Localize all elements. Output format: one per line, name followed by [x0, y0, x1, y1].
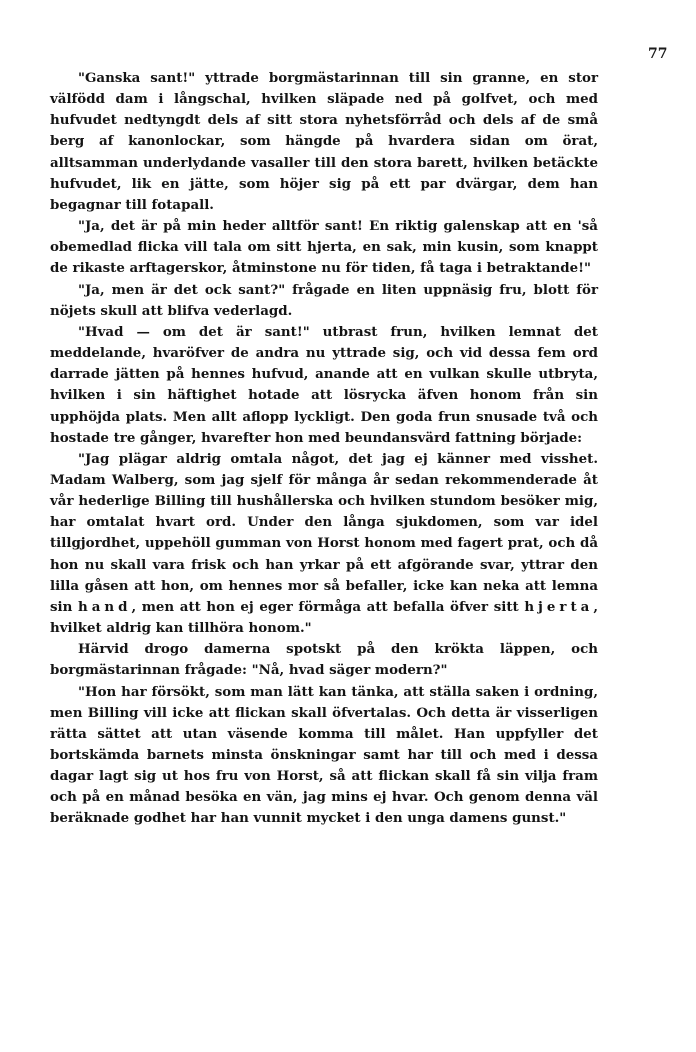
text-run: "Ganska sant!" yttrade borgmästarinnan till sin granne, en stor välfödd dam i långschal, hvilken släpade ned på golfvet, och med hufvudet nedtyngdt dels af sitt stora nyhetsförråd och dels af de små berg af kanonlockar, som hängde på hvardera sidan om örat, alltsamman underlydande vasaller till den stora barett, hvilken betäckte hufvudet, lik en jätte, som höjer sig på ett par dvärgar, dem han begagnar till fotapall. [50, 70, 598, 213]
emphasized-word: hand [77, 598, 132, 615]
text-run: "Hon har försökt, som man lätt kan tänka, att ställa saken i ordning, men Billing vill icke att flickan skall öfvertalas. Och detta är visserligen rätta sättet att utan väsende komma till målet. Han uppfyller det bortskämda barnets minsta önskningar samt har till och med i dessa dagar lagt sig ut hos fru von Horst, så att flickan skall få sin vilja fram och på en månad besöka en vän, jag mins ej hvar. Och genom denna väl beräknade godhet har han vunnit mycket i den unga damens gunst." [50, 683, 598, 827]
paragraph [50, 682, 598, 830]
paragraph [50, 322, 598, 449]
paragraph [50, 280, 598, 322]
page-number: 77 [648, 46, 668, 62]
text-run: "Ja, men är det ock sant?" frågade en liten uppnäsig fru, blott för nöjets skull att blifva vederlagd. [50, 281, 598, 319]
text-run: Härvid drogo damerna spotskt på den krökta läppen, och borgmästarinnan frågade: "Nå, hvad säger modern?" [50, 641, 598, 679]
text-run: "Jag plägar aldrig omtala något, det jag ej känner med visshet. Madam Walberg, som jag sjelf för många år sedan rekommenderade åt vår hederlige Billing till hushållerska och hvilken stundom besöker mig, har omtalat hvart ord. Under den långa sjukdomen, som var idel tillgjordhet, uppehöll gumman von Horst honom med fagert prat, och då hon nu skall vara frisk och han yrkar på ett afgörande svar, yttrar den lilla gåsen att hon, om hennes mor så befaller, icke kan neka att lemna sin [50, 450, 598, 615]
text-run: , hvilket aldrig kan tillhöra honom." [50, 598, 599, 637]
paragraph [50, 216, 598, 279]
body-text [50, 68, 598, 830]
paragraph [50, 639, 598, 681]
text-run: "Ja, det är på min heder alltför sant! En riktig galenskap att en 'så obemedlad flicka vill tala om sitt hjerta, en sak, min kusin, som knappt de rikaste arftagerskor, åtminstone nu för tiden, få taga i betraktande!" [50, 218, 598, 277]
paragraph [50, 449, 598, 639]
emphasized-word: hjerta [524, 598, 594, 615]
text-run: "Hvad — om det är sant!" utbrast frun, hvilken lemnat det meddelande, hvaröfver de andra nu yttrade sig, och vid dessa fem ord darrade jätten på hennes hufvud, anande att en vulkan skulle utbryta, hvilken i sin häftighet hotade att lösrycka äfven honom från sin upphöjda plats. Men allt aflopp lyckligt. Den goda frun snusade två och hostade tre gånger, hvarefter hon med beundansvärd fattning började: [50, 323, 598, 446]
paragraph [50, 68, 598, 216]
text-run: , men att hon ej eger förmåga att befalla öfver sitt [131, 598, 525, 615]
